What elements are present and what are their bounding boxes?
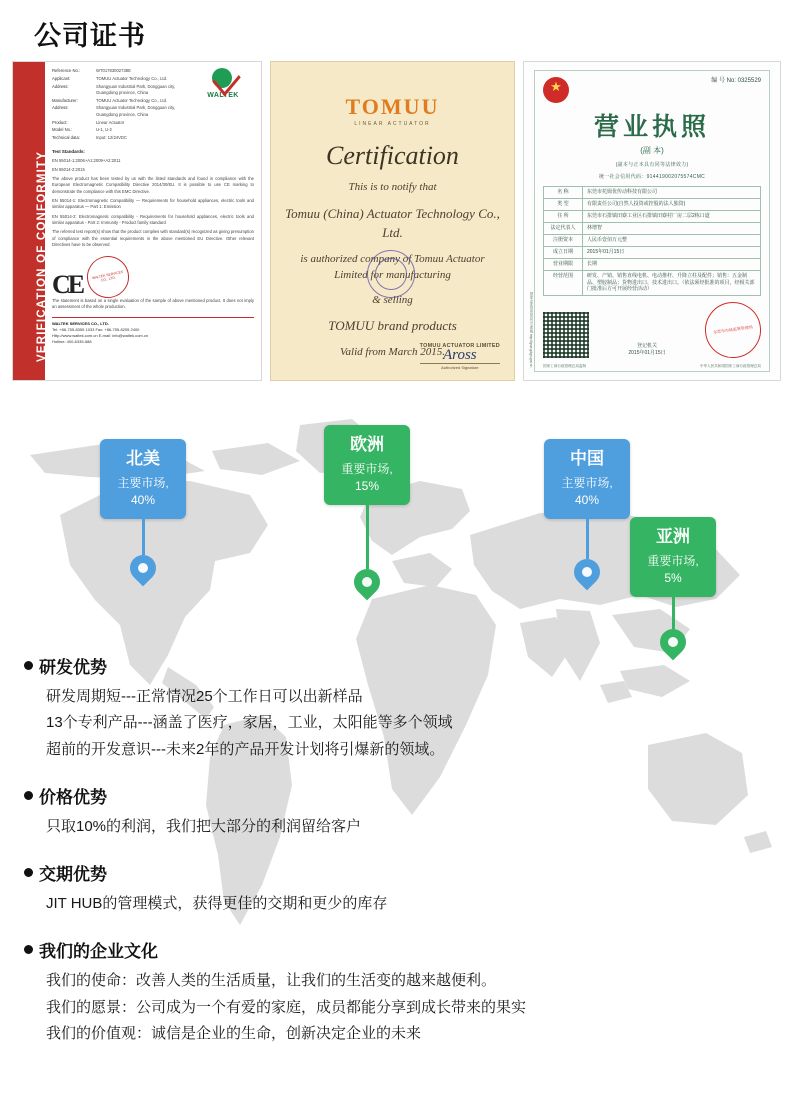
field-value: WT01783002738E (96, 68, 131, 73)
bullet-icon (24, 791, 33, 800)
waltek-stamp: WALTEK SERVICES CO., LTD. (83, 252, 133, 302)
map-pin-china[interactable] (544, 439, 630, 585)
row-value: 林增智 (587, 225, 603, 231)
row-key: 经营范围 (544, 271, 583, 295)
map-marker-icon (349, 564, 386, 601)
row-key: 营业期限 (544, 259, 583, 270)
advantage-title: 交期优势 (39, 865, 107, 884)
conformity-note: The referred test report(s) show that the product complies with standard(s) recognized as giving presumption of compliance with the essential requirements in the above mentioned EU Directive. Other relevant Directives have to be observed. (52, 229, 254, 247)
conformity-fields (52, 68, 192, 143)
row-value: 东莞市石排镇田寮工业区石排镇田寮村厂房二层2栋口道 (587, 213, 710, 219)
bullet-icon (24, 661, 33, 670)
advantage-title-row (24, 937, 774, 962)
row-key: 类 型 (544, 199, 583, 210)
certification-line: Valid from March 2015. (340, 345, 445, 358)
waltek-check-icon (208, 68, 238, 90)
certificate-conformity (12, 61, 262, 381)
license-footnote-left: 国家工商行政管理总局监制 (543, 364, 587, 368)
standard-line: The above product has been tested by us with the listed standards and found in compliance with the European Electromagnetic Compatibility Directive 2014/30/EU. It is possible to use CE marking to demonstrate the compliance with this EMC Directive. (52, 176, 254, 194)
advantage-line: 我们的价值观：诚信是企业的生命，创新决定企业的未来 (46, 1024, 422, 1042)
signature-scribble-icon: Aross (443, 346, 477, 363)
row-key: 法定代表人 (544, 223, 583, 234)
issue-date: 2015年01月15日 (628, 350, 666, 356)
map-pin-asia[interactable] (630, 517, 716, 655)
advantage-title-row (24, 860, 774, 885)
conformity-body (45, 62, 261, 380)
advantage-line: 只取10%的利润，我们把大部分的利润留给客户 (46, 817, 362, 835)
pin-stem (586, 519, 589, 559)
advantage-line: 研发周期短---正常情况25个工作日可以出新样品 (46, 688, 363, 705)
license-footnote-right: 中华人民共和国国家工商行政管理总局 (699, 364, 761, 368)
row-value: 2015年01月15日 (587, 249, 625, 255)
field-key: Reference No.: (52, 68, 81, 73)
license-table (543, 186, 761, 296)
pin-stem (142, 519, 145, 555)
pin-stem (366, 505, 369, 569)
advantages-list (24, 653, 774, 1067)
row-value: 研发、产销、销售直线电机、电动推杆、升降立柱及配件；销售：五金制品、塑胶制品；货物进出口、技术进出口。（依法须经批准的项目，经相关部门批准后方可开展经营活动） (587, 273, 755, 292)
row-value: 长期 (587, 261, 598, 267)
table-row (544, 223, 760, 235)
advantage-block-price (24, 783, 774, 840)
license-title: 营业执照 (593, 114, 710, 141)
certification-line: & selling (372, 293, 413, 306)
map-marker-icon (569, 554, 606, 591)
row-key: 住 所 (544, 211, 583, 222)
pin-region: 亚洲 (656, 527, 690, 546)
table-row (544, 187, 760, 199)
license-no-label: 编 号 (711, 78, 725, 84)
field-value: Input: 12/24VDC (96, 135, 127, 141)
pin-line1: 主要市场, (117, 475, 169, 490)
row-value: 东莞市托姆优传动科技有限公司 (587, 189, 658, 195)
advantage-block-rd (24, 653, 774, 763)
ce-mark-row (52, 252, 254, 298)
field-key: Manufacturer: (52, 97, 78, 103)
pin-line1: 主要市场, (561, 475, 613, 490)
advantage-title-row (24, 783, 774, 808)
map-marker-icon (125, 550, 162, 587)
advantage-title: 研发优势 (39, 658, 107, 677)
table-row (544, 271, 760, 295)
pin-line2: 5% (664, 571, 682, 586)
standard-line: EN 55014-2:2015 (52, 166, 85, 172)
conformity-note-2: The statement is based on a single evaluation of the sample of above mentioned product. It does not imply an assessment of the whole production. (52, 298, 254, 310)
field-key: Applicant: (52, 75, 71, 81)
pin-card (630, 517, 716, 597)
signature-company: TOMUU ACTUATOR LIMITED (419, 342, 500, 349)
national-emblem-icon (543, 77, 569, 103)
license-code: 统一社会信用代码：914419002075574CMC (598, 174, 706, 180)
table-row (544, 235, 760, 247)
pin-line2: 15% (354, 479, 380, 494)
certification-line: This is to notify that (348, 181, 437, 193)
standard-line: EN 55014-2: Electromagnetic compatibility - Requirements for household appliances, electric tools and similar apparatus - Part 2: Immunity - Product family standard (52, 213, 254, 225)
tomuu-brand-sub: LINEAR ACTUATOR (354, 121, 431, 127)
pin-region: 北美 (126, 449, 160, 468)
field-key: Product: (52, 119, 68, 125)
standards-title: Test Standards: (52, 148, 85, 154)
table-row (544, 259, 760, 271)
row-value: 人民币壹佰万元整 (587, 237, 628, 243)
page-title: 公司证书 (34, 21, 146, 51)
advantage-title-row (24, 653, 774, 678)
field-value: TOMUU Actuator Technology Co., Ltd. (96, 75, 168, 81)
row-key: 注册资本 (544, 235, 583, 246)
license-seal: 东莞市市场监督管理局 (701, 298, 764, 361)
pin-line1: 重要市场, (647, 553, 699, 568)
certification-line: Tomuu (China) Actuator Technology Co., Ltd. (285, 205, 500, 240)
pin-line2: 40% (130, 493, 156, 508)
waltek-logo (192, 68, 254, 102)
bullet-icon (24, 868, 33, 877)
footer-line: Hotline: 400-6335-588 (52, 338, 92, 344)
field-value: U-1, U-2 (96, 127, 112, 133)
pin-line1: 重要市场, (341, 461, 393, 476)
ce-mark: CE (52, 270, 83, 300)
map-pin-north-america[interactable] (100, 439, 186, 581)
qr-code-icon (543, 312, 589, 358)
advantage-line: 超前的开发意识---未来2年的产品开发计划将引爆新的领域。 (46, 740, 445, 758)
standard-line: EN 55014-1: Electromagnetic Compatibility — Requirements for household appliances, electric tools and similar apparatus — Part 1: Emission (52, 198, 254, 210)
issuer-label: 登记机关 (636, 342, 657, 349)
footer-line: Tel: +86-755-8355 1033 Fax: +86-755-8205 2400 (52, 326, 140, 332)
field-value: Shangyuan Industrial Park, Dongguan city, Guangdong province, China (96, 83, 176, 95)
license-subtitle-small: (副本与正本具有同等法律效力) (615, 162, 689, 168)
license-no-value: No: 0325529 (726, 78, 761, 84)
row-key: 名 称 (544, 187, 583, 198)
waltek-brand-text: WALTEK (207, 92, 239, 99)
conformity-side-banner (13, 62, 48, 380)
footer-line: Http://www.waltek.com.cn E-mail: info@waltek.com.cn (52, 332, 149, 338)
row-key: 成立日期 (544, 247, 583, 258)
conformity-footer (52, 317, 254, 345)
pin-card (544, 439, 630, 519)
certification-line: TOMUU brand products (328, 318, 457, 333)
table-row (544, 199, 760, 211)
pin-line2: 40% (574, 493, 600, 508)
pin-card (100, 439, 186, 519)
table-row (544, 247, 760, 259)
advantage-title: 我们的企业文化 (39, 942, 158, 962)
advantage-block-delivery (24, 860, 774, 917)
map-pin-europe[interactable] (324, 425, 410, 595)
tomuu-seal-icon (367, 250, 415, 298)
table-row (544, 211, 760, 223)
field-key: Address: (52, 83, 69, 89)
conformity-side-text: VERIFICATION OF CONFORMITY (36, 150, 48, 362)
advantage-line: 我们的使命：改善人类的生活质量，让我们的生活变的越来越便利。 (46, 972, 497, 990)
advantage-line: 我们的愿景：公司成为一个有爱的家庭，成员都能分享到成长带来的果实 (46, 998, 527, 1016)
certificates-row (0, 61, 800, 391)
row-value: 有限责任公司(自然人投资或控股的法人独资) (587, 201, 686, 207)
certificate-tomuu (270, 61, 515, 381)
license-qr-label: 国家企业信用信息公示系统 http://gsxt.gdgs.gov.cn (529, 291, 533, 367)
advantage-block-culture (24, 937, 774, 1047)
certification-line: is authorized company of Tomuu Actuator Limited for manufacturing (300, 252, 485, 281)
market-map-section (0, 391, 800, 1101)
advantage-line: JIT HUB的管理模式，获得更佳的交期和更少的库存 (46, 895, 388, 912)
advantage-title: 价格优势 (39, 787, 107, 807)
standard-line: EN 55014-1:2006+A1:2009+A2:2011 (52, 157, 121, 163)
pin-stem (672, 597, 675, 629)
field-value: Shangyuan Industrial Park, Dongguan city, Guangdong province, China (96, 105, 176, 117)
pin-card (324, 425, 410, 505)
bullet-icon (24, 945, 33, 954)
field-key: Address: (52, 105, 69, 111)
pin-region: 中国 (570, 449, 604, 468)
license-subtitle: (副 本) (640, 146, 664, 155)
tomuu-brand: TOMUU (345, 94, 440, 119)
tomuu-signature-block (420, 343, 500, 371)
field-key: Technical data: (52, 135, 80, 141)
certification-title: Certification (326, 141, 459, 170)
signature-label: Authorized Signature (420, 363, 500, 370)
field-key: Model No.: (52, 127, 73, 133)
pin-region: 欧洲 (350, 435, 384, 454)
certificate-business-license (523, 61, 781, 381)
footer-company: WALTEK SERVICES CO., LTD. (52, 320, 109, 326)
field-value: Linear Actuator (96, 119, 125, 125)
field-value: TOMUU Actuator Technology Co., Ltd. (96, 97, 168, 103)
advantage-line: 13个专利产品---涵盖了医疗，家居，工业，太阳能等多个领域 (46, 714, 453, 732)
